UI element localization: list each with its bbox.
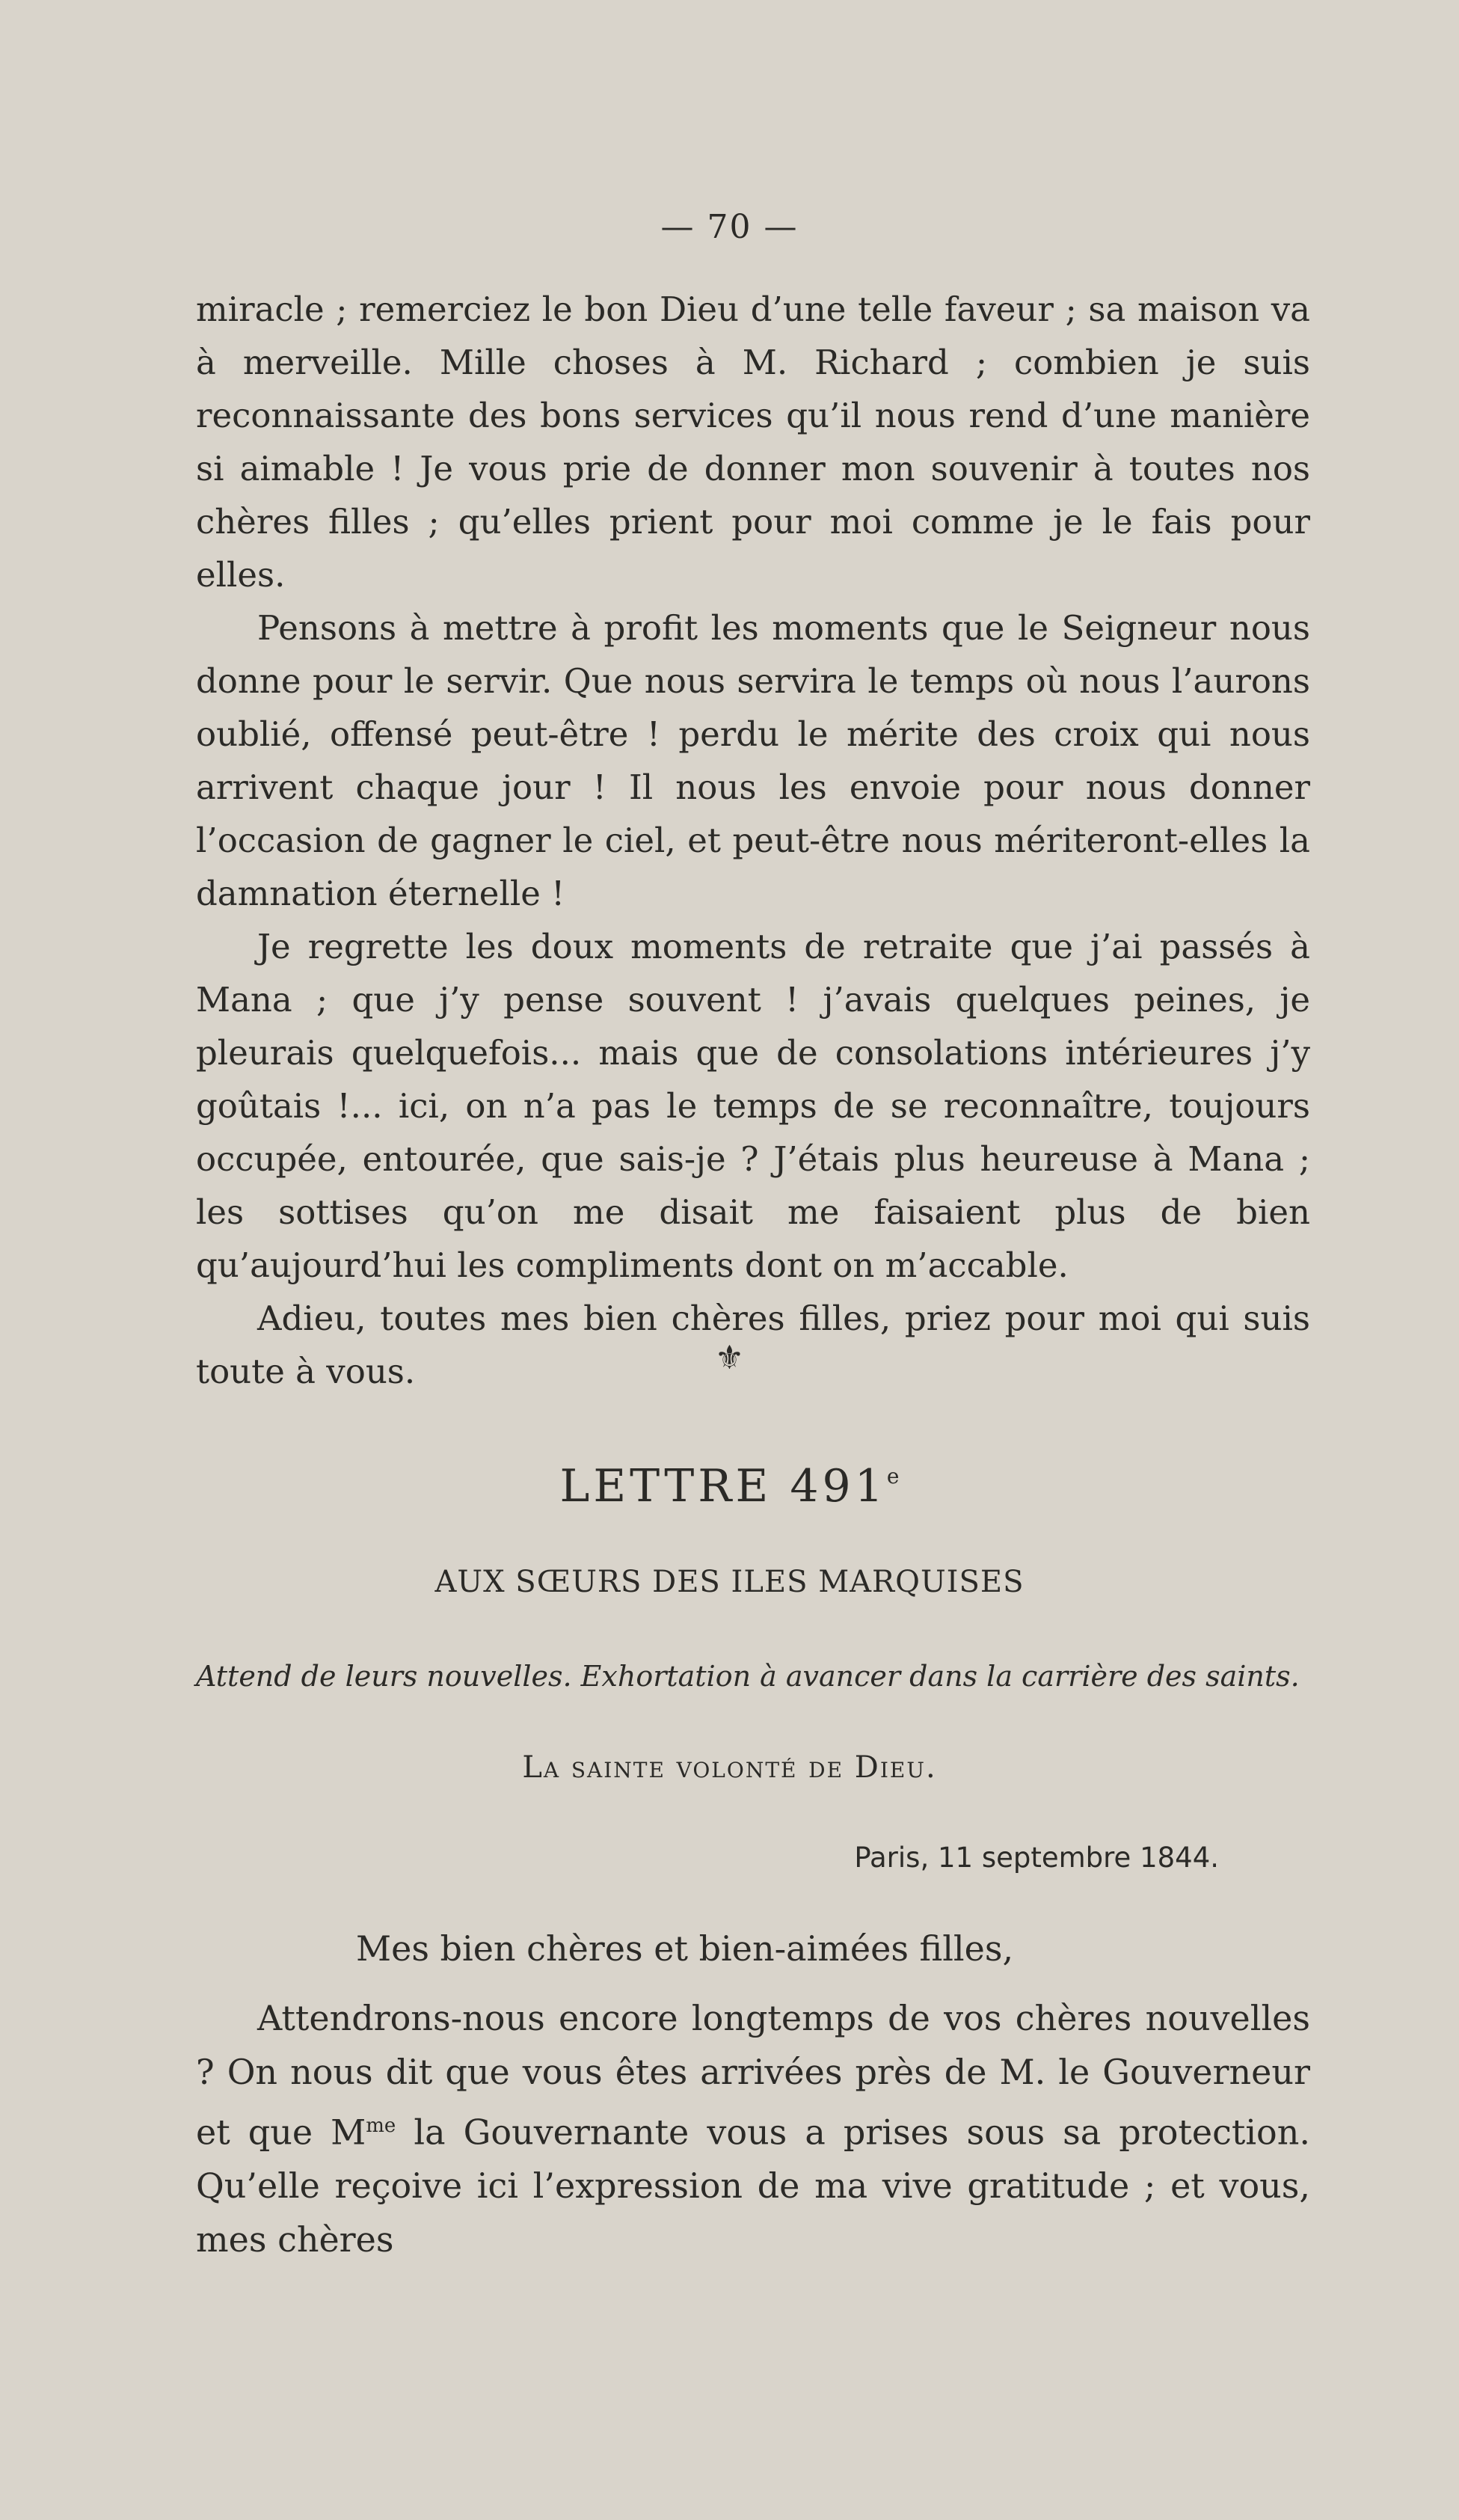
opening-text-2: la Gouvernante vous a prises sous sa protection. Qu’elle reçoive ici l’expression de ma vive gratitude ; et vous, mes chères: [196, 2112, 1310, 2260]
letter-date: Paris, 11 septembre 1844.: [854, 1842, 1219, 1874]
fleuron-ornament-icon: ⚜: [714, 1339, 745, 1377]
letter-title-text: LETTRE 491: [559, 1460, 887, 1512]
letter-title-suffix: e: [886, 1464, 900, 1489]
paragraph: miracle ; remerciez le bon Dieu d’une telle faveur ; sa maison va à merveille. Mille choses à M. Richard ; combien je suis reconnaissante des bons services qu’il nous rend d’une manière si aimable ! Je vous prie de donner mon souvenir à toutes nos chères filles ; qu’elles prient pour moi comme je le fais pour elles.: [196, 289, 1310, 595]
paragraph: [196, 1991, 1310, 2266]
page-number: — 70 —: [660, 208, 799, 246]
paragraph: Pensons à mettre à profit les moments que le Seigneur nous donne pour le servir. Que nous servira le temps où nous l’aurons oublié, offensé peut-être ! perdu le mérite des croix qui nous arrivent chaque jour ! Il nous les envoie pour nous donner l’occasion de gagner le ciel, et peut-être nous mériteront-elles la damnation éternelle !: [196, 608, 1310, 913]
paragraph: Je regrette les doux moments de retraite que j’ai passés à Mana ; que j’y pense souvent ! j’avais quelques peines, je pleurais quelquefois... mais que de consolations intérieures j’y goûtais !... ici, on n’a pas le temps de se reconnaître, toujours occupée, entourée, que sais-je ? J’étais plus heureuse à Mana ; les sottises qu’on me disait me faisaient plus de bien qu’aujourd’hui les compliments dont on m’accable.: [196, 927, 1310, 1285]
letter-title: [0, 1460, 1459, 1512]
letter-addressee: AUX SŒURS DES ILES MARQUISES: [434, 1565, 1025, 1599]
letter-opening: [196, 1991, 1310, 2266]
letter-continuation: [196, 283, 1310, 1398]
letter-salutation: Mes bien chères et bien-aimées filles,: [356, 1928, 1014, 1969]
paragraph: Adieu, toutes mes bien chères filles, priez pour moi qui suis toute à vous.: [196, 1299, 1310, 1391]
title-abbreviation-superscript: me: [366, 2115, 396, 2137]
opening-text-1: Attendrons-nous encore longtemps de vos chères nouvelles ? On nous dit que vous êtes arrivées près de M. le Gouverneur et que M: [196, 1998, 1310, 2153]
letter-summary: Attend de leurs nouvelles. Exhortation à avancer dans la carrière des saints.: [196, 1660, 1300, 1693]
letter-motto: La sainte volonté de Dieu.: [522, 1750, 937, 1785]
